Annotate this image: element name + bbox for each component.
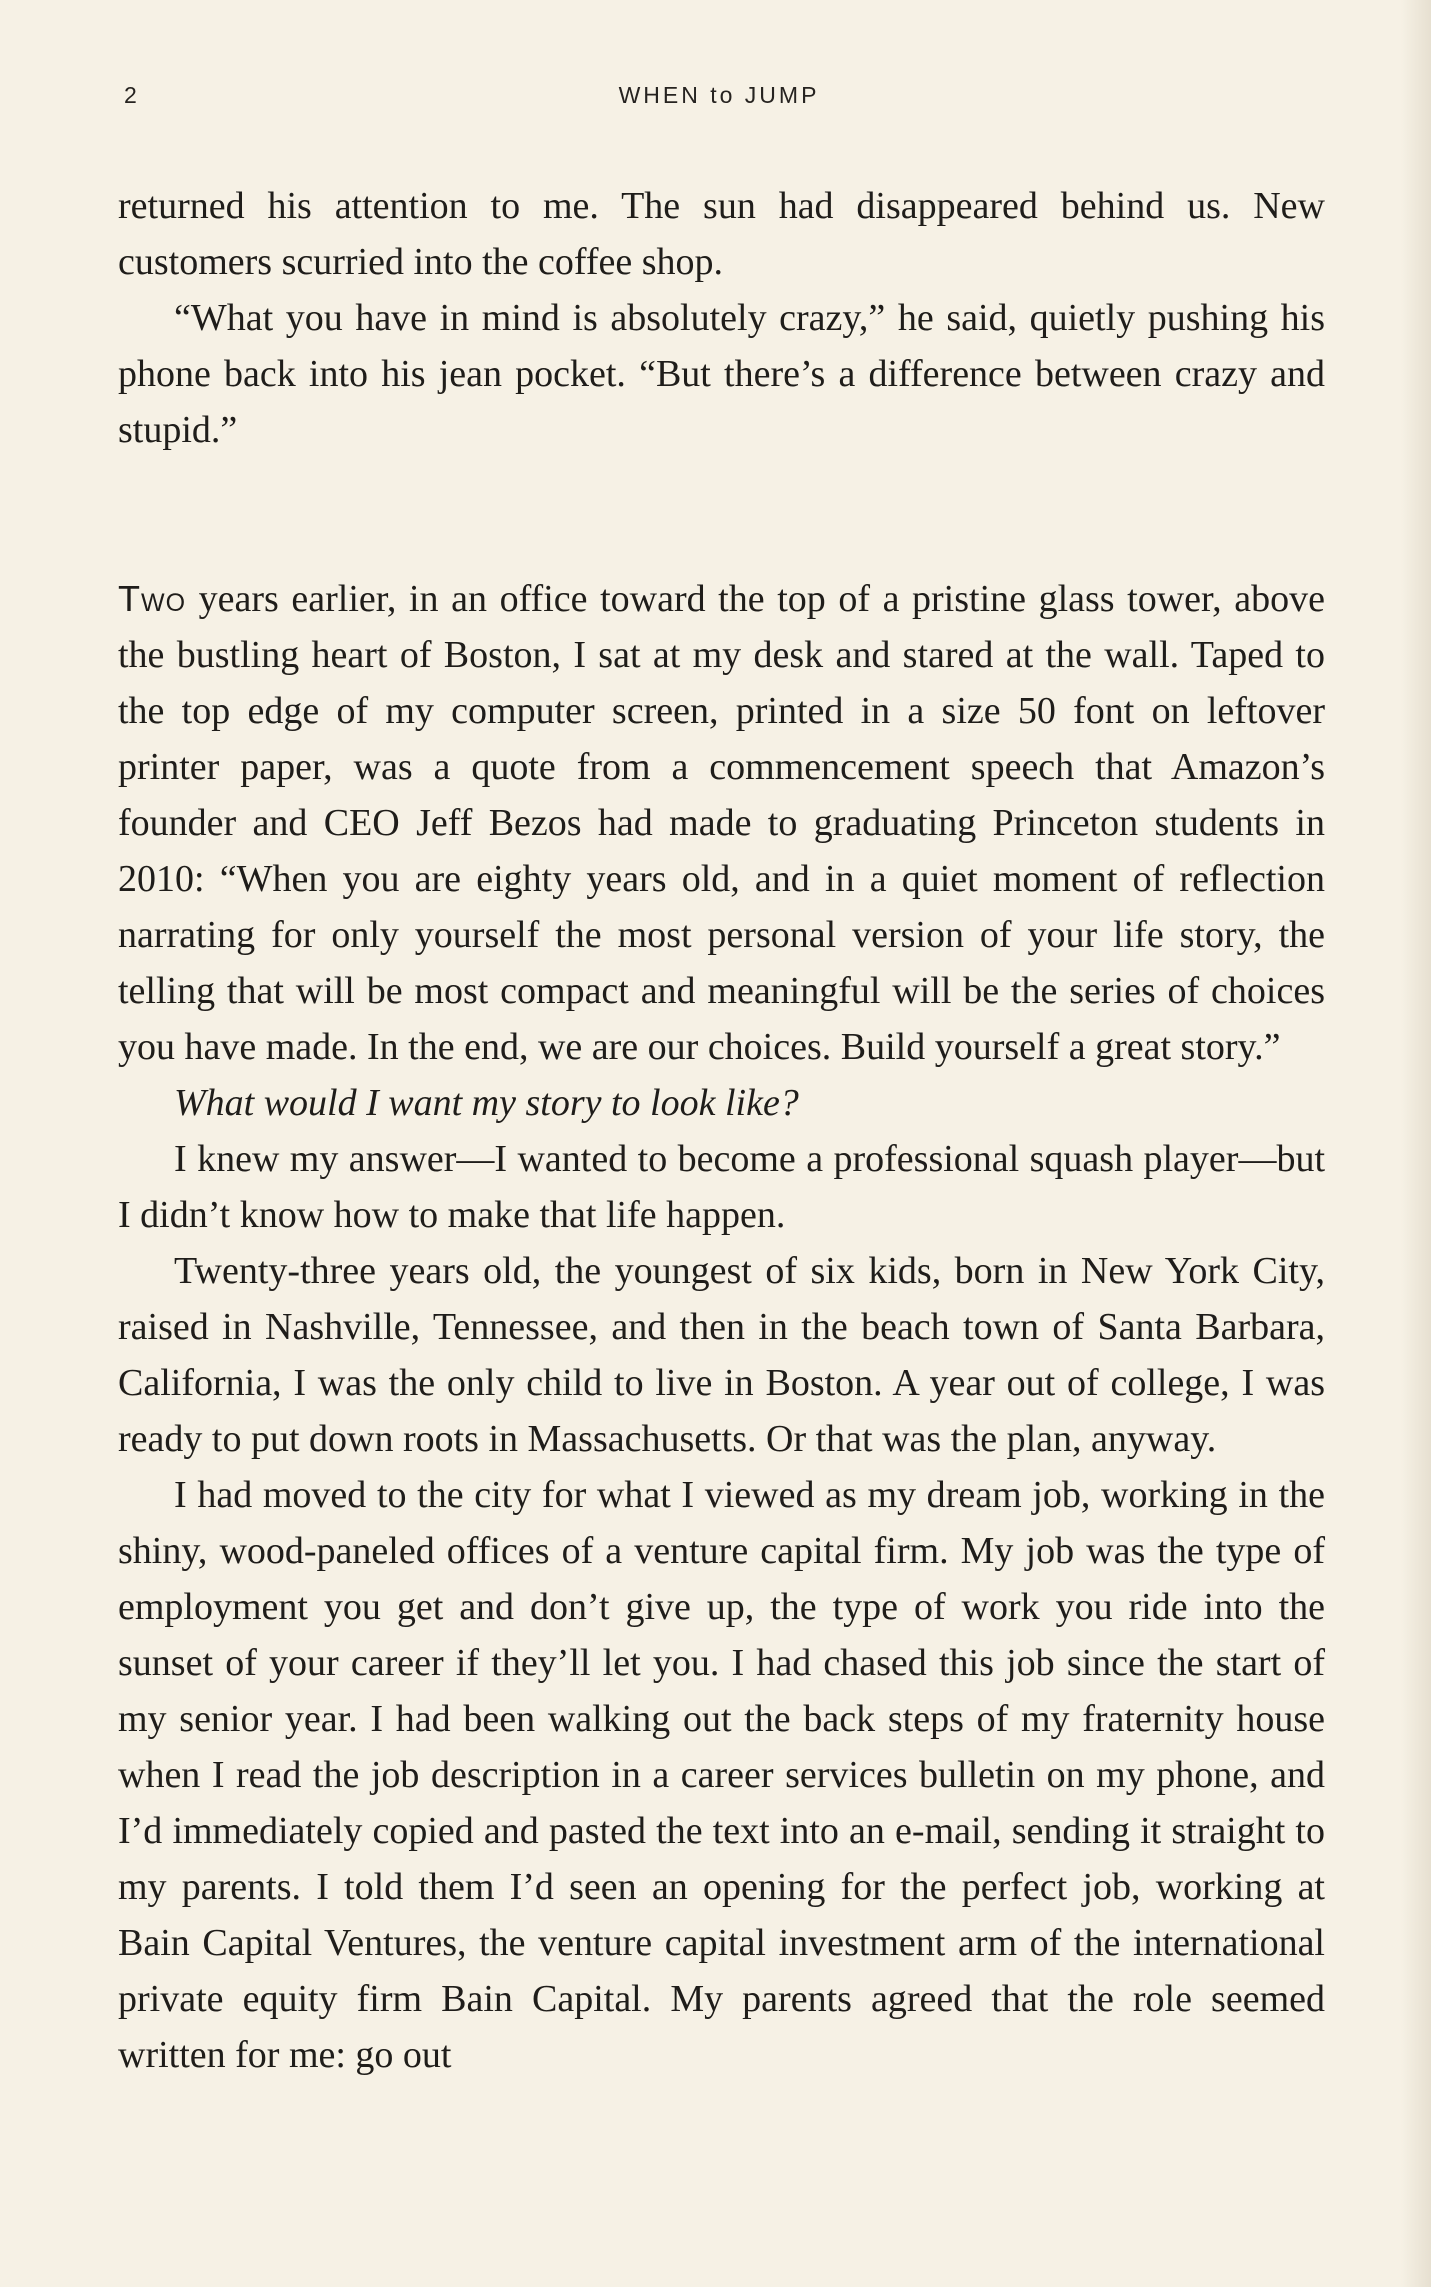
opening-word: Two [118, 578, 187, 619]
paragraph: I had moved to the city for what I viewed as my dream job, working in the shiny, wood-paneled offices of a venture capital firm. My job was the type of employment you get and don’t give up, the type of work you ride into the sunset of your career if they’ll let you. I had chased this job since the start of my senior year. I had been walking out the back steps of my fraternity house when I read the job description in a career services bulletin on my phone, and I’d immediately copied and pasted the text into an e-mail, sending it straight to my parents. I told them I’d seen an opening for the perfect job, working at Bain Capital Ventures, the venture capital investment arm of the international private equity firm Bain Capital. My parents agreed that the role seemed written for me: go out [118, 1474, 1325, 2076]
italic-question: What would I want my story to look like? [174, 1082, 799, 1124]
paragraph-opening [118, 571, 1325, 1075]
page-edge-shadow [1401, 0, 1431, 2287]
paragraph: Twenty-three years old, the youngest of six kids, born in New York City, raised in Nashville, Tennessee, and then in the beach town of Santa Barbara, California, I was the only child to live in Boston. A year out of college, I was ready to put down roots in Massachusetts. Or that was the plan, anyway. [118, 1250, 1325, 1460]
paragraph-text: years earlier, in an office toward the top of a pristine glass tower, above the bustling heart of Boston, I sat at my desk and stared at the wall. Taped to the top edge of my computer screen, printed in a size 50 font on leftover printer paper, was a quote from a commencement speech that Amazon’s founder and CEO Jeff Bezos had made to graduating Princeton students in 2010: “When you are eighty years old, and in a quiet moment of reflection narrating for only yourself the most personal version of your life story, the telling that will be most compact and meaningful will be the series of choices you have made. In the end, we are our choices. Build yourself a great story.” [118, 578, 1325, 1068]
paragraph: returned his attention to me. The sun had disappeared behind us. New customers scurried into the coffee shop. [118, 185, 1325, 283]
paragraph: I knew my answer—I wanted to become a professional squash player—but I didn’t know how to make that life happen. [118, 1138, 1325, 1236]
page-number: 2 [124, 82, 138, 108]
paragraph: “What you have in mind is absolutely crazy,” he said, quietly pushing his phone back into his jean pocket. “But there’s a difference between crazy and stupid.” [118, 297, 1325, 451]
running-head-title: WHEN to JUMP [618, 82, 820, 108]
section-one [118, 178, 1325, 458]
section-two [118, 571, 1325, 2083]
paragraph-italic [118, 1075, 1325, 1131]
